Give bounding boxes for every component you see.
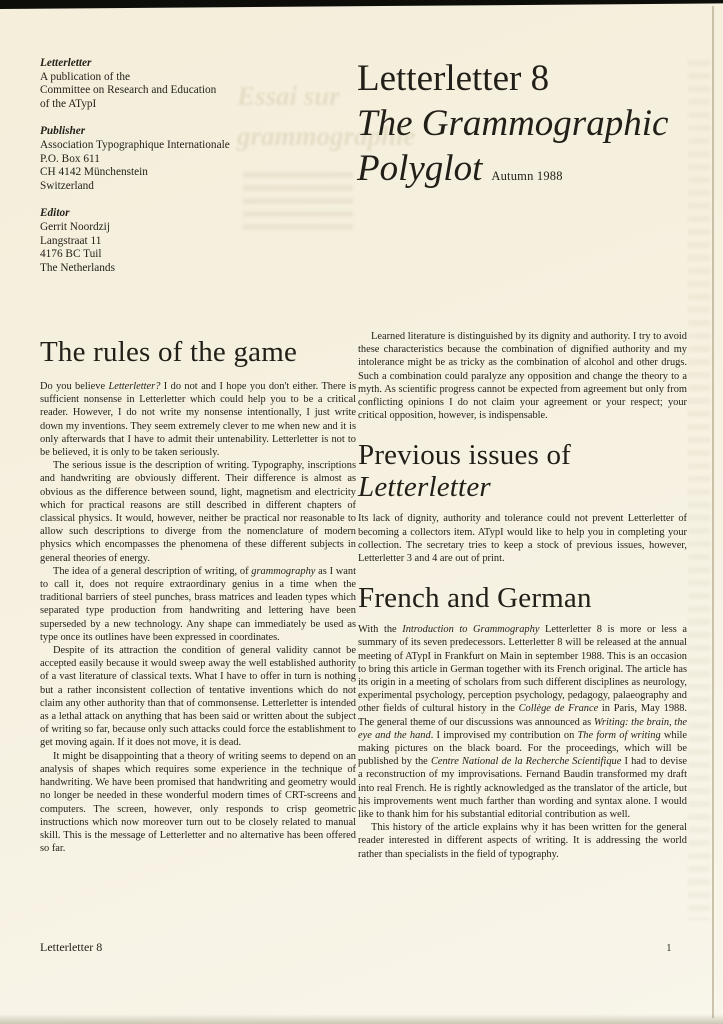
- paragraph: With the Introduction to Grammography Letterletter 8 is more or less a summary of its seven predecessors. Letterletter 8 will be released at the annual meeting of ATypI in Frankfurt on Main in september 1988. This is an occasion to bring this article in German together with its French original. The article has its origin in a meeting of scholars from such different disciplines as neurology, experimental psychology, perception psychology, pedagogy, palaeography and other fields of cultural history in the Collège de France in Paris, May 1988. The general theme of our discussions was announced as Writing: the brain, the eye and the hand. I improvised my contribution on The form of writing while making pictures on the black board. For the proceedings, which will be published by the Centre National de la Recherche Scientifique I had to devise a reconstruction of my improvisations. Fernand Baudin transformed my draft into real French. He is rightly acknowledged as the translator of the article, but his improvements went much farther than wording and syntax alone. I would like to thank him for his substantial editorial contribution as well.: [358, 624, 687, 821]
- paragraph: This history of the article explains why it has been written for the general reader interested in different aspects of writing. It is addressing the world rather than specialists in the field of typography.: [358, 822, 687, 860]
- page-footer: [40, 940, 672, 955]
- section-heading-previous-issues: [358, 439, 687, 503]
- publisher-address: [40, 139, 330, 193]
- masthead-line: Langstraat 11: [40, 234, 102, 247]
- page-number: 1: [666, 943, 672, 954]
- issue-subtitle-word: Polyglot: [357, 148, 483, 189]
- heading-line-italic: Letterletter: [358, 471, 491, 504]
- masthead-line: The Netherlands: [40, 261, 115, 274]
- masthead-line: Switzerland: [40, 179, 94, 192]
- paragraph: Despite of its attraction the condition of general validity cannot be accepted easily because it would sweep away the well established authority of a vast literature of classical texts. What I have to offer in turn is nothing but a rather inconsistent collection of tentative inventions which do not claim any other authority than that of commonsense. Letterletter is intended as a lethal attack on anything that has been said or written about the subject of writing so far, because only such attacks could force the establishment to get moving again. If it does not move, it is dead.: [40, 645, 356, 749]
- issue-date: Autumn 1988: [491, 169, 563, 183]
- article-heading-rules-of-the-game: The rules of the game: [40, 336, 298, 368]
- bleed-through-line: grammographie: [237, 121, 416, 151]
- heading-line: Previous issues of: [358, 439, 572, 472]
- paragraph: It might be disappointing that a theory of writing seems to depend on an analysis of shapes which requires some experience in the technique of handwriting. We have been promised that handwriting and geometry would no longer be needed in these wonderful modern times of CRT-screens and computers. The screen, however, only responds to crisp geometric instructions which now moreover turn out to be closely related to manual skill. This is the message of Letterletter and no alternative has been offered so far.: [40, 750, 356, 855]
- masthead-line: Gerrit Noordzij: [40, 220, 110, 233]
- issue-subtitle-line1: The Grammographic: [357, 103, 669, 144]
- paragraph: Its lack of dignity, authority and tolerance could not prevent Letterletter of becoming a collectors item. ATypI would like to help you in completing your collection. The secretary tries to keep a stock of previous issues, however, Letterletter 3 and 4 are out of print.: [358, 513, 687, 565]
- masthead-line: Committee on Research and Education: [40, 84, 217, 97]
- masthead: [40, 57, 330, 289]
- editor-address: [40, 221, 330, 275]
- paragraph: Do you believe Letterletter? I do not and I hope you don't either. There is sufficient nonsense in Letterletter which could help you to be a critical reader. However, I do not write my nonsense intentionally, I just write down my inventions. They seem extremely clever to me when new and it is only afterwards that I have to admit their untenability. Letterletter is not to be believed, it is only to be taken seriously.: [40, 381, 357, 459]
- section-heading-french-and-german: French and German: [358, 582, 592, 615]
- masthead-line: A publication of the: [40, 70, 131, 83]
- section-previous-issues-body: [358, 512, 687, 565]
- masthead-publication-group: [40, 57, 330, 111]
- masthead-editor-group: [40, 207, 330, 275]
- masthead-line: of the ATypI: [40, 97, 97, 110]
- masthead-publisher-group: [40, 125, 330, 193]
- right-column: [358, 330, 687, 861]
- article-body: [40, 380, 356, 855]
- editor-label: Editor: [40, 207, 70, 220]
- publisher-label: Publisher: [40, 125, 86, 138]
- masthead-line: Association Typographique Internationale: [40, 138, 230, 151]
- left-column: [40, 336, 356, 855]
- footer-publication-name: Letterletter 8: [40, 940, 103, 954]
- masthead-line: 4176 BC Tuil: [40, 248, 102, 261]
- article-body-continued: [358, 330, 687, 422]
- section-french-german-body: [358, 623, 687, 861]
- issue-subtitle-line2: [357, 146, 697, 199]
- masthead-title: Letterletter: [40, 57, 92, 69]
- scan-right-edge: [712, 6, 714, 1018]
- issue-title-block: [357, 56, 697, 199]
- scan-top-edge: [0, 0, 723, 9]
- paragraph: Learned literature is distinguished by its dignity and authority. I try to avoid these characteristics because the combination of dignified authority and my intolerance might be as tricky as the combination of alcohol and other drugs. Such a combination could paralyze any opposition and change the theory to a myth. As scientific progress cannot be expected from agreement but only from conflicting opinions I do not claim your agreement or your respect; your critical opposition, however, is indispensable.: [358, 331, 687, 422]
- masthead-line: P.O. Box 611: [40, 152, 100, 165]
- paragraph: The idea of a general description of writing, of grammography as I want to call it, does not require extraordinary genius in a time when the traditional barriers of steel punches, brass matrices and leaden types which separated type production from handwriting and lettering have been superseded by a new technology. Any shape can immediately be used as type once its outlines have been expressed in coordinates.: [40, 565, 356, 643]
- issue-title: Letterletter 8: [357, 58, 550, 99]
- scan-bottom-edge: [0, 1014, 723, 1024]
- masthead-description: [40, 71, 330, 112]
- bleed-through-line: Essai sur: [237, 81, 340, 111]
- masthead-line: CH 4142 Münchenstein: [40, 166, 148, 179]
- paragraph: The serious issue is the description of writing. Typography, inscriptions and handwriting are obviously different. Their difference is almost as obvious as the difference between sound, light, magnetism and electricity which for practical reasons are still described in different chapters of classical physics. It would, however, neither be practical nor reasonable to allow such descriptions to diverge from the nomenclature of modern physics which encompasses the phenomena of these different subjects in general theories of energy.: [40, 460, 356, 564]
